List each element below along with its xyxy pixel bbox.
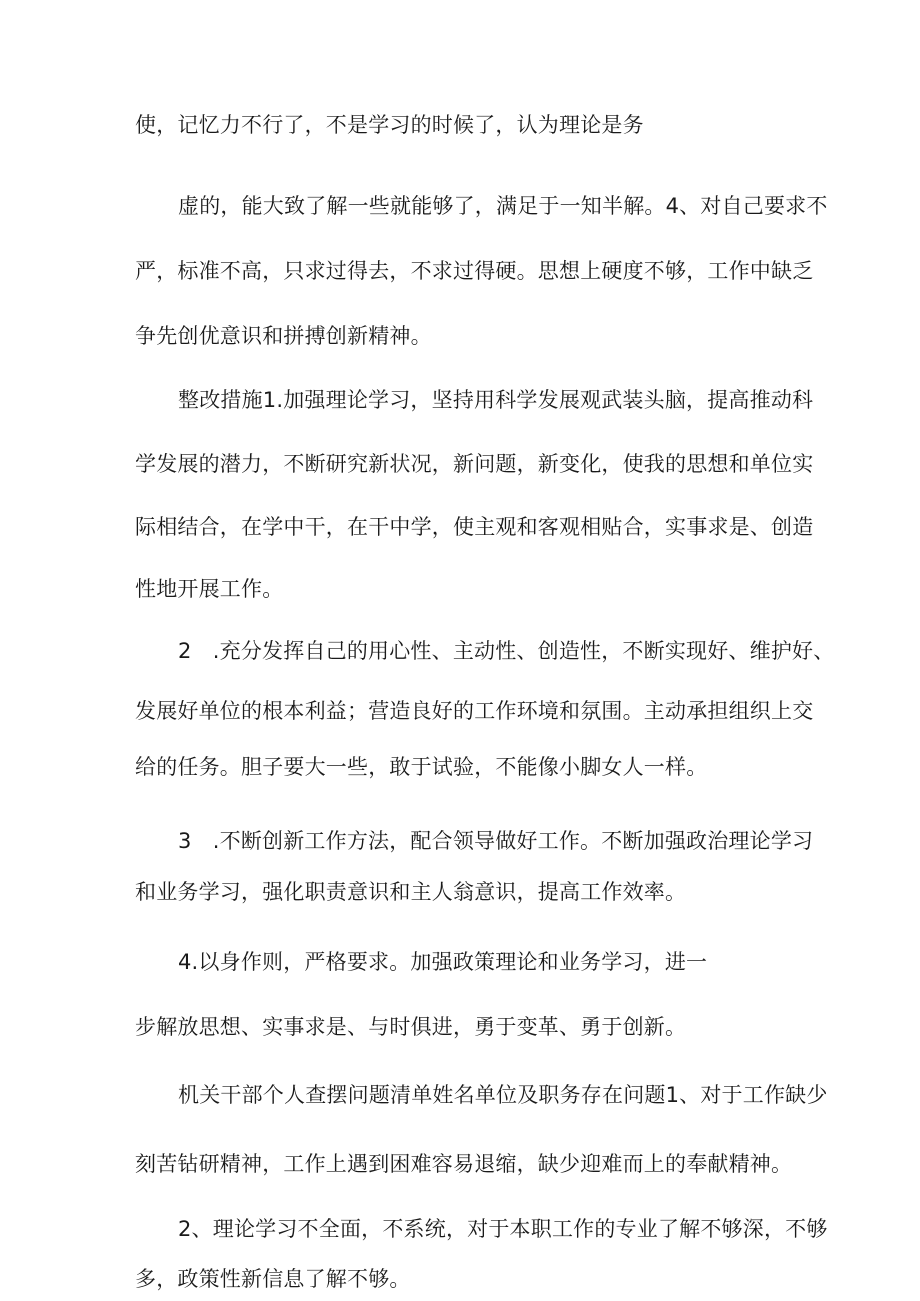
text-line: 和业务学习，强化职责意识和主人翁意识，提高工作效率。 bbox=[135, 880, 687, 904]
text-line: 给的任务。胆子要大一些，敢于试验，不能像小脚女人一样。 bbox=[135, 755, 708, 779]
text-line: 刻苦钻研精神，工作上遇到困难容易退缩，缺少迎难而上的奉献精神。 bbox=[135, 1152, 793, 1176]
text-line: 2 .充分发挥自己的用心性、主动性、创造性，不断实现好、维护好、 bbox=[178, 639, 835, 663]
text-line: 3 .不断创新工作方法，配合领导做好工作。不断加强政治理论学习 bbox=[178, 829, 814, 853]
text-line: 发展好单位的根本利益；营造良好的工作环境和氛围。主动承担组织上交 bbox=[135, 699, 814, 723]
text-line: 使，记忆力不行了，不是学习的时候了，认为理论是务 bbox=[135, 113, 644, 137]
text-line: 学发展的潜力，不断研究新状况，新问题，新变化，使我的思想和单位实 bbox=[135, 452, 814, 476]
text-line: 多，政策性新信息了解不够。 bbox=[135, 1267, 411, 1291]
text-line: 争先创优意识和拼搏创新精神。 bbox=[135, 324, 432, 348]
text-line: 虚的，能大致了解一些就能够了，满足于一知半解。4、对自己要求不 bbox=[178, 194, 828, 218]
text-line: 严，标准不高，只求过得去，不求过得硬。思想上硬度不够，工作中缺乏 bbox=[135, 259, 814, 283]
text-line: 4.以身作则，严格要求。加强政策理论和业务学习，进一 bbox=[178, 950, 708, 974]
text-line: 2、理论学习不全面，不系统，对于本职工作的专业了解不够深，不够 bbox=[178, 1217, 828, 1241]
text-line: 机关干部个人查摆问题清单姓名单位及职务存在问题1、对于工作缺少 bbox=[178, 1083, 828, 1107]
text-line: 步解放思想、实事求是、与时俱进，勇于变革、勇于创新。 bbox=[135, 1015, 687, 1039]
text-line: 际相结合，在学中干，在干中学，使主观和客观相贴合，实事求是、创造 bbox=[135, 515, 814, 539]
text-line: 性地开展工作。 bbox=[135, 577, 284, 601]
text-line: 整改措施1.加强理论学习，坚持用科学发展观武装头脑，提高推动科 bbox=[178, 388, 814, 412]
